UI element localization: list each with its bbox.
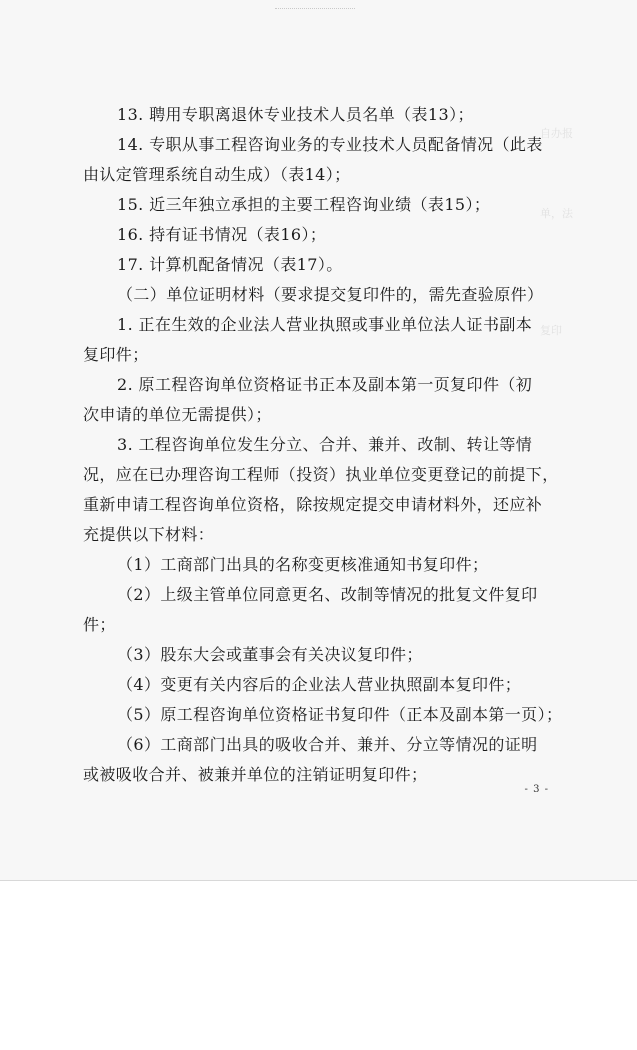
text-line: 由认定管理系统自动生成）（表14）； <box>83 165 351 184</box>
text-line: 或被吸收合并、被兼并单位的注销证明复印件； <box>83 765 428 784</box>
text-line: （3）股东大会或董事会有关决议复印件； <box>117 645 423 664</box>
text-line: 3. 工程咨询单位发生分立、合并、兼并、改制、转让等情 <box>117 435 533 454</box>
text-line: 2. 原工程咨询单位资格证书正本及副本第一页复印件（初 <box>117 375 533 394</box>
bleed-through: 单，法 <box>540 207 573 220</box>
text-line: 1. 正在生效的企业法人营业执照或事业单位法人证书副本 <box>117 315 533 334</box>
bleed-through: 复印 <box>540 324 562 337</box>
text-line: 次申请的单位无需提供）； <box>83 405 272 424</box>
text-line: 重新申请工程咨询单位资格，除按规定提交申请材料外，还应补 <box>83 495 543 514</box>
text-line: 充提供以下材料： <box>83 525 215 544</box>
text-line: 16. 持有证书情况（表16）； <box>117 225 327 244</box>
text-line: 复印件； <box>83 345 149 364</box>
text-line: 14. 专职从事工程咨询业务的专业技术人员配备情况（此表 <box>117 135 543 154</box>
page-number: - 3 - <box>524 784 549 795</box>
text-line: 17. 计算机配备情况（表17）。 <box>117 255 343 274</box>
text-line: （6）工商部门出具的吸收合并、兼并、分立等情况的证明 <box>117 735 538 754</box>
header-mark <box>275 0 355 9</box>
section-heading: （二）单位证明材料（要求提交复印件的，需先查验原件） <box>117 285 544 304</box>
text-line: 件； <box>83 615 116 634</box>
text-line: （5）原工程咨询单位资格证书复印件（正本及副本第一页）； <box>117 705 563 724</box>
text-line: 15. 近三年独立承担的主要工程咨询业绩（表15）； <box>117 195 491 214</box>
bleed-through: 自办报 <box>540 127 573 140</box>
text-line: （1）工商部门出具的名称变更核准通知书复印件； <box>117 555 489 574</box>
text-line: 13. 聘用专职离退休专业技术人员名单（表13）； <box>117 105 474 124</box>
text-line: （2）上级主管单位同意更名、改制等情况的批复文件复印 <box>117 585 538 604</box>
text-line: （4）变更有关内容后的企业法人营业执照副本复印件； <box>117 675 522 694</box>
text-line: 况，应在已办理咨询工程师（投资）执业单位变更登记的前提下， <box>83 465 559 484</box>
body-text <box>83 100 563 790</box>
